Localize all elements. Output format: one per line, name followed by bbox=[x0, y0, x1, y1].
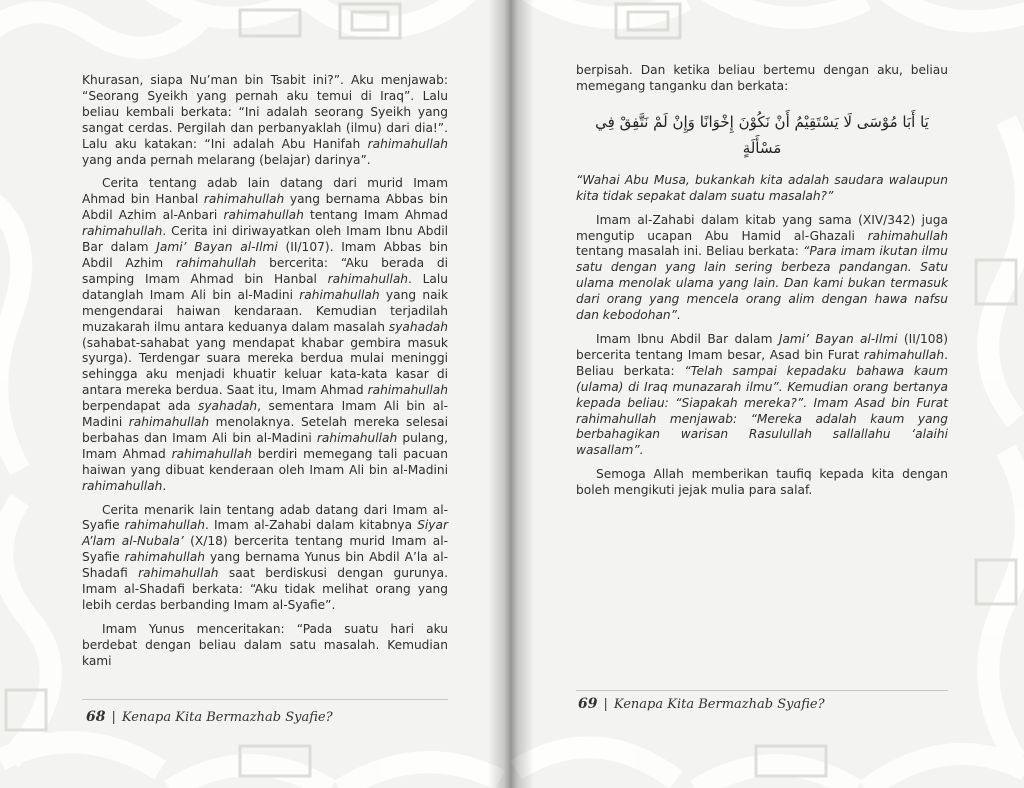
footer-separator: | bbox=[111, 710, 116, 725]
left-paragraph-1: Khurasan, siapa Nu’man bin Tsabit ini?”. Aku menjawab: “Seorang Syeikh yang pernah aku temui di Iraq”. Lalu beliau kembali berkata: “Ini adalah seorang Syeikh yang sangat cerdas. Pergilah dan perbanyaklah (ilmu) dari dia!”. Lalu aku katakan: “Ini adalah Abu Hanifah rahimahullah yang anda pernah melarang (belajar) darinya”. bbox=[82, 73, 448, 167]
running-title: Kenapa Kita Bermazhab Syafie? bbox=[613, 697, 825, 712]
left-footer-rule bbox=[82, 699, 448, 700]
right-page bbox=[506, 0, 1024, 788]
right-page-number: 69 bbox=[578, 696, 598, 712]
right-paragraph-intro: berpisah. Dan ketika beliau bertemu dengan aku, beliau memegang tanganku dan berkata: bbox=[576, 63, 948, 93]
left-paragraph-3: Cerita menarik lain tentang adab datang dari Imam al-Syafie rahimahullah. Imam al-Zahabi dalam kitabnya Siyar A’lam al-Nubala’ (X/18) bercerita tentang murid Imam al-Syafie rahimahullah yang bernama Yunus bin Abdil A’la al-Shadafi rahimahullah saat berdiskusi dengan gurunya. Imam al-Shadafi berkata: “Aku tidak melihat orang yang lebih cerdas berbanding Imam al-Syafie”. bbox=[82, 502, 449, 612]
quote-translation: “Wahai Abu Musa, bukankah kita adalah saudara walaupun kita tidak sepakat dalam suatu masalah?” bbox=[576, 172, 948, 203]
right-page-text bbox=[576, 63, 948, 507]
right-paragraph-2: Imam Ibnu Abdil Bar dalam Jami’ Bayan al-Ilmi (II/108) bercerita tentang Imam besar, Asad bin Furat rahimahullah. Beliau berkata: “Telah sampai kepadaku bahawa kaum (ulama) di Iraq munazarah ilmu”. Kemudian orang bertanya kepada beliau: “Siapakah mereka?”. Imam Asad bin Furat rahimahullah menjawab: “Mereka adalah kaum yang berbahagikan warisan Rasulullah sallallahu ‘alaihi wasallam”. bbox=[576, 331, 949, 458]
right-footer-rule bbox=[576, 690, 948, 691]
right-paragraph-3: Semoga Allah memberikan taufiq kepada kita dengan boleh mengikuti jejak mulia para salaf. bbox=[576, 467, 948, 498]
left-page-text bbox=[82, 73, 448, 678]
footer-separator: | bbox=[603, 697, 608, 712]
running-title: Kenapa Kita Bermazhab Syafie? bbox=[121, 710, 333, 725]
right-page-footer bbox=[578, 696, 825, 712]
left-page-footer bbox=[86, 709, 333, 725]
left-page bbox=[0, 0, 506, 788]
arabic-quote: يَا أَبَا مُوْسَى لَا يَسْتَقِيْمُ أَنْ نَكُوْنَ إِخْوَانًا وَإِنْ لَمْ نَتَّفِقْ فِي مَسْأَلَةٍ bbox=[595, 112, 929, 157]
book-gutter-shadow bbox=[488, 0, 534, 788]
right-paragraph-1: Imam al-Zahabi dalam kitab yang sama (XIV/342) juga mengutip ucapan Abu Hamid al-Ghazali rahimahullah tentang masalah ini. Beliau berkata: “Para imam ikutan ilmu satu dengan yang lain sering berbeza pandangan. Satu ulama menolak ulama yang lain. Dan kami bukan termasuk dari orang yang mencela orang alim dengan hawa nafsu dan kebodohan”. bbox=[576, 212, 949, 323]
left-page-number: 68 bbox=[86, 709, 106, 725]
left-paragraph-4: Imam Yunus menceritakan: “Pada suatu hari aku berdebat dengan beliau dalam satu masalah. Kemudian kami bbox=[82, 621, 448, 668]
left-paragraph-2: Cerita tentang adab lain datang dari murid Imam Ahmad bin Hanbal rahimahullah yang bernama Abbas bin Abdil Azhim al-Anbari rahimahullah tentang Imam Ahmad rahimahullah. Cerita ini diriwayatkan oleh Imam Ibnu Abdil Bar dalam Jami’ Bayan al-Ilmi (II/107). Imam Abbas bin Abdil Azhim rahimahullah bercerita: “Aku berada di samping Imam Ahmad bin Hanbal rahimahullah. Lalu datanglah Imam Ali bin al-Madini rahimahullah yang naik mengendarai haiwan kendaraan. Kemudian terjadilah muzakarah ilmu antara keduanya dalam masalah syahadah (sahabat-sahabat yang mendapat khabar gembira masuk syurga). Terdengar suara mereka berdua mulai meninggi sehingga aku menjadi khuatir keluar kata-kata kasar di antara mereka berdua. Saat itu, Imam Ahmad rahimahullah berpendapat ada syahadah, sementara Imam Ali bin al-Madini rahimahullah menolaknya. Setelah mereka selesai berbahas dan Imam Ali bin al-Madini rahimahullah pulang, Imam Ahmad rahimahullah berdiri memegang tali pacuan haiwan yang dibuat kenderaan oleh Imam Ali bin al-Madini rahimahullah. bbox=[82, 176, 449, 493]
